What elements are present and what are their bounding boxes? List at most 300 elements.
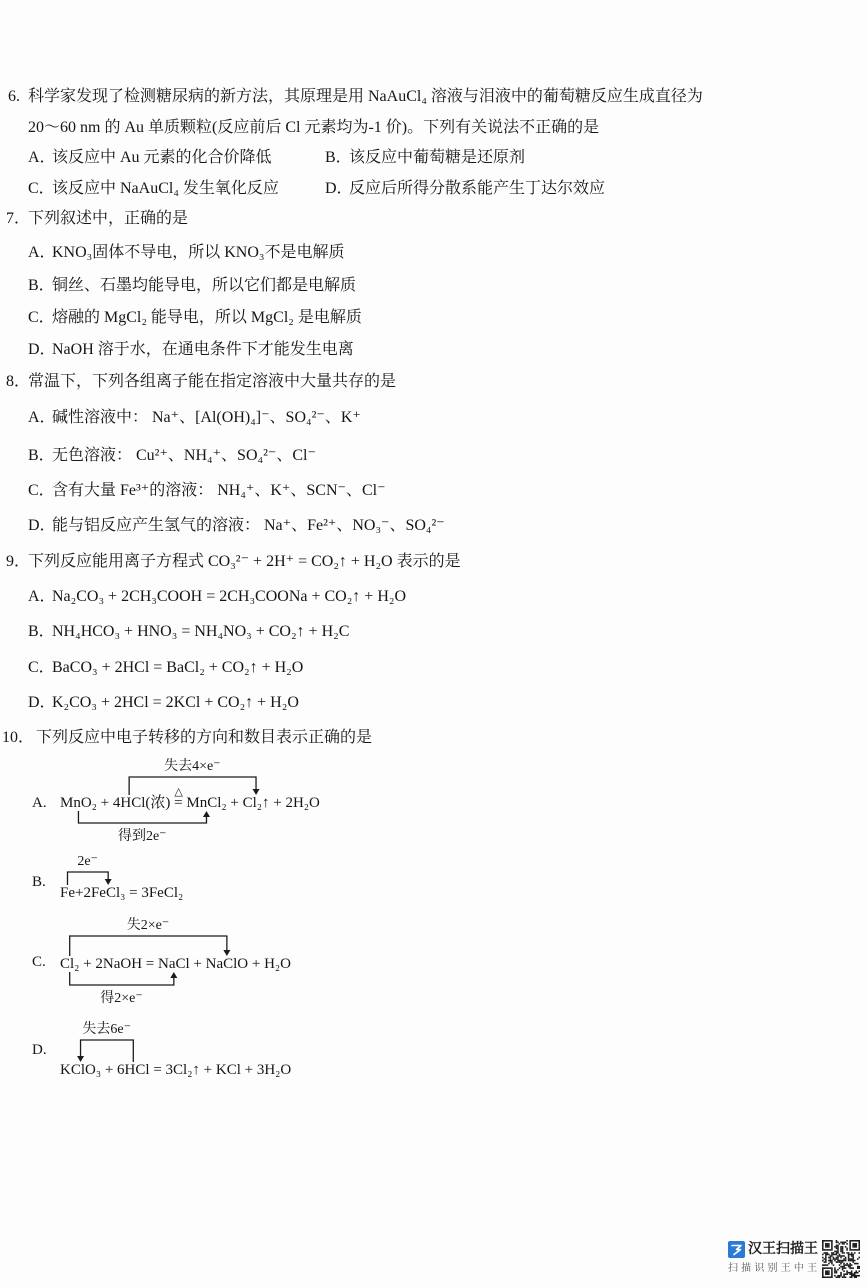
equation-term: FeCl₃ (90, 885, 126, 901)
qr-module (825, 1258, 827, 1260)
qr-module (851, 1273, 853, 1275)
qr-module (827, 1273, 829, 1275)
qr-module (831, 1245, 833, 1247)
qr-module (843, 1270, 845, 1272)
option-text: BaCO₃ + 2HCl = BaCl₂ + CO₂↑ + H₂O (52, 659, 304, 676)
qr-module (825, 1273, 827, 1275)
qr-module (834, 1275, 836, 1277)
question-stem: 下列反应中电子转移的方向和数目表示正确的是 (36, 729, 373, 746)
option-label: C． (28, 659, 55, 676)
option-text: 反应后所得分散系能产生丁达尔效应 (349, 180, 606, 197)
qr-module (845, 1258, 847, 1260)
qr-module (843, 1242, 845, 1244)
qr-module (852, 1261, 854, 1263)
qr-module (843, 1273, 845, 1275)
equation-term: + (189, 956, 206, 972)
qr-module (831, 1261, 833, 1263)
qr-module (822, 1240, 824, 1242)
equation-term: Fe (60, 885, 75, 901)
option-label: D． (28, 341, 56, 358)
qr-module (857, 1263, 859, 1265)
qr-module (854, 1246, 856, 1248)
qr-module (857, 1249, 859, 1251)
qr-code (822, 1240, 860, 1278)
option-b (28, 622, 349, 642)
option-label: A． (28, 149, 56, 166)
qr-module (849, 1246, 851, 1248)
qr-module (849, 1264, 851, 1266)
qr-module (840, 1263, 842, 1265)
equation-term: NaCl (157, 956, 190, 972)
qr-module (840, 1260, 842, 1262)
option-c (28, 481, 386, 501)
qr-module (831, 1254, 833, 1256)
qr-module (851, 1264, 853, 1266)
qr-module (858, 1246, 860, 1248)
option-label: A. (32, 795, 47, 811)
qr-module (842, 1246, 844, 1248)
qr-module (849, 1245, 851, 1247)
qr-module (855, 1246, 857, 1248)
qr-module (828, 1263, 830, 1265)
qr-module (831, 1272, 833, 1274)
qr-module (842, 1255, 844, 1257)
option-label: D. (32, 1042, 47, 1058)
qr-module (854, 1273, 856, 1275)
qr-module (858, 1275, 860, 1277)
option-label: B． (28, 447, 55, 464)
qr-module (839, 1255, 841, 1257)
qr-module (837, 1260, 839, 1262)
qr-module (857, 1272, 859, 1274)
qr-module (851, 1249, 853, 1251)
option-label: D． (28, 517, 56, 534)
qr-module (824, 1258, 826, 1260)
option-text: 含有大量 Fe³⁺的溶液： NH₄⁺、K⁺、SCN⁻、Cl⁻ (52, 482, 386, 499)
option-d (325, 179, 605, 199)
qr-module (825, 1272, 827, 1274)
qr-module (852, 1275, 854, 1277)
qr-module (842, 1276, 844, 1278)
qr-module (849, 1254, 851, 1256)
qr-module (836, 1270, 838, 1272)
qr-module (828, 1254, 830, 1256)
question-number: 8． (6, 373, 31, 390)
electron-transfer-label-top: 2e⁻ (77, 854, 98, 869)
qr-module (849, 1272, 851, 1274)
qr-module (834, 1269, 836, 1271)
qr-module (831, 1263, 833, 1265)
option-label: D． (28, 694, 56, 711)
qr-module (845, 1276, 847, 1278)
qr-module (822, 1276, 824, 1278)
qr-module (824, 1249, 826, 1251)
qr-module (848, 1266, 850, 1268)
qr-module (855, 1249, 857, 1251)
option-text: 碱性溶液中： Na⁺、[Al(OH)₄]⁻、SO₄²⁻、K⁺ (52, 409, 361, 426)
qr-module (852, 1260, 854, 1262)
question-number: 7． (6, 210, 31, 227)
option-label: B． (28, 277, 55, 294)
qr-module (828, 1245, 830, 1247)
qr-module (846, 1270, 848, 1272)
qr-module (846, 1252, 848, 1254)
equation-term: 3FeCl₂ (141, 885, 184, 901)
qr-module (834, 1254, 836, 1256)
qr-module (834, 1246, 836, 1248)
qr-module (831, 1273, 833, 1275)
qr-module (840, 1261, 842, 1263)
scanner-logo-glyph (728, 1241, 745, 1258)
qr-module (837, 1242, 839, 1244)
qr-module (828, 1257, 830, 1259)
qr-module (845, 1273, 847, 1275)
qr-module (855, 1263, 857, 1265)
qr-module (824, 1240, 826, 1242)
qr-module (825, 1243, 827, 1245)
qr-module (839, 1276, 841, 1278)
qr-module (842, 1249, 844, 1251)
qr-module (822, 1260, 824, 1262)
qr-module (825, 1270, 827, 1272)
qr-module (834, 1267, 836, 1269)
option-text: NaOH 溶于水，在通电条件下才能发生电离 (52, 341, 354, 358)
question-number: 10． (2, 729, 35, 746)
qr-module (825, 1267, 827, 1269)
option-label: B． (28, 623, 55, 640)
qr-module (827, 1267, 829, 1269)
qr-module (825, 1245, 827, 1247)
option-label: A． (28, 588, 56, 605)
qr-module (852, 1246, 854, 1248)
qr-module (851, 1270, 853, 1272)
qr-module (837, 1249, 839, 1251)
option-text: K₂CO₃ + 2HCl = 2KCl + CO₂↑ + H₂O (52, 694, 299, 711)
qr-module (852, 1258, 854, 1260)
qr-module (854, 1252, 856, 1254)
equation-term: = 3Cl₂↑ + KCl + 3H₂O (149, 1062, 292, 1078)
qr-module (825, 1249, 827, 1251)
qr-module (831, 1246, 833, 1248)
qr-module (855, 1243, 857, 1245)
qr-module (836, 1272, 838, 1274)
qr-module (825, 1264, 827, 1266)
qr-module (849, 1243, 851, 1245)
qr-module (848, 1254, 850, 1256)
qr-module (830, 1267, 832, 1269)
qr-module (837, 1251, 839, 1253)
qr-module (843, 1258, 845, 1260)
qr-module (822, 1264, 824, 1266)
qr-module (834, 1260, 836, 1262)
qr-module (854, 1263, 856, 1265)
qr-module (836, 1248, 838, 1250)
qr-module (827, 1270, 829, 1272)
qr-module (822, 1273, 824, 1275)
qr-module (827, 1249, 829, 1251)
qr-module (828, 1267, 830, 1269)
qr-module (828, 1272, 830, 1274)
option-text: 该反应中葡萄糖是还原剂 (349, 149, 526, 166)
qr-module (854, 1249, 856, 1251)
question-stem: 常温下，下列各组离子能在指定溶液中大量共存的是 (28, 373, 397, 390)
qr-module (827, 1254, 829, 1256)
qr-module (830, 1276, 832, 1278)
qr-module (836, 1261, 838, 1263)
qr-module (857, 1275, 859, 1277)
qr-module (825, 1246, 827, 1248)
option-label: C． (28, 180, 55, 197)
option-a (28, 243, 345, 263)
qr-module (846, 1263, 848, 1265)
qr-module (834, 1251, 836, 1253)
qr-module (825, 1255, 827, 1257)
qr-module (848, 1272, 850, 1274)
qr-module (858, 1252, 860, 1254)
qr-module (834, 1270, 836, 1272)
qr-module (833, 1257, 835, 1259)
qr-module (825, 1254, 827, 1256)
qr-module (839, 1243, 841, 1245)
qr-module (831, 1242, 833, 1244)
equation-term: KClO₃ (60, 1062, 102, 1078)
qr-module (855, 1276, 857, 1278)
qr-module (848, 1264, 850, 1266)
qr-module (849, 1242, 851, 1244)
option-label: C. (32, 954, 46, 970)
option-text: 该反应中 NaAuCl₄ 发生氧化反应 (52, 180, 279, 197)
qr-module (824, 1264, 826, 1266)
qr-module (837, 1261, 839, 1263)
equation-term: + (96, 795, 113, 811)
qr-module (827, 1276, 829, 1278)
qr-module (837, 1269, 839, 1271)
qr-module (822, 1242, 824, 1244)
qr-module (839, 1254, 841, 1256)
qr-module (843, 1263, 845, 1265)
qr-module (843, 1260, 845, 1262)
qr-module (831, 1255, 833, 1257)
qr-module (822, 1269, 824, 1271)
qr-module (840, 1275, 842, 1277)
qr-module (831, 1276, 833, 1278)
qr-module (831, 1270, 833, 1272)
qr-module (852, 1243, 854, 1245)
qr-module (831, 1248, 833, 1250)
qr-module (836, 1242, 838, 1244)
question-number: 9． (6, 553, 31, 570)
qr-module (827, 1272, 829, 1274)
qr-module (827, 1243, 829, 1245)
electron-transfer-label-bottom: 得到2e⁻ (117, 829, 167, 844)
option-c (28, 658, 303, 678)
qr-module (837, 1248, 839, 1250)
qr-module (857, 1240, 859, 1242)
scanner-logo-icon (728, 1241, 745, 1258)
question-stem: 科学家发现了检测糖尿病的新方法，其原理是用 NaAuCl₄ 溶液与泪液中的葡萄糖反应生成直径为 (28, 88, 703, 105)
equation-term: + 2H₂O (269, 795, 320, 811)
qr-module (840, 1251, 842, 1253)
qr-module (843, 1266, 845, 1268)
qr-module (849, 1273, 851, 1275)
option-b (28, 276, 356, 296)
qr-module (842, 1252, 844, 1254)
qr-module (843, 1267, 845, 1269)
qr-module (830, 1257, 832, 1259)
qr-module (858, 1243, 860, 1245)
qr-module (834, 1272, 836, 1274)
qr-module (833, 1254, 835, 1256)
qr-module (836, 1251, 838, 1253)
equation-term: = (170, 795, 187, 811)
option-text: NH₄HCO₃ + HNO₃ = NH₄NO₃ + CO₂↑ + H₂C (52, 623, 350, 640)
equation-term: + H₂O (248, 956, 291, 972)
qr-module (834, 1258, 836, 1260)
qr-module (837, 1275, 839, 1277)
qr-module (842, 1251, 844, 1253)
qr-module (831, 1267, 833, 1269)
qr-module (837, 1252, 839, 1254)
qr-module (840, 1273, 842, 1275)
qr-module (828, 1270, 830, 1272)
equation-term: (浓) (145, 795, 171, 811)
qr-module (837, 1276, 839, 1278)
qr-module (845, 1260, 847, 1262)
qr-module (858, 1267, 860, 1269)
qr-module (845, 1267, 847, 1269)
qr-module (836, 1254, 838, 1256)
qr-module (843, 1252, 845, 1254)
qr-module (858, 1270, 860, 1272)
qr-module (851, 1260, 853, 1262)
qr-module (822, 1245, 824, 1247)
qr-module (830, 1249, 832, 1251)
qr-module (825, 1240, 827, 1242)
qr-module (848, 1255, 850, 1257)
qr-module (852, 1245, 854, 1247)
qr-module (849, 1260, 851, 1262)
qr-module (827, 1252, 829, 1254)
qr-module (846, 1248, 848, 1250)
equation-term: MnCl₂ (186, 795, 227, 811)
qr-module (831, 1243, 833, 1245)
qr-module (836, 1252, 838, 1254)
qr-module (825, 1276, 827, 1278)
equation-term: 6HCl (117, 1062, 150, 1078)
qr-module (836, 1257, 838, 1259)
qr-module (825, 1260, 827, 1262)
option-b (325, 148, 525, 168)
qr-module (831, 1249, 833, 1251)
qr-module (851, 1267, 853, 1269)
qr-module (849, 1258, 851, 1260)
equation-term: +2 (75, 885, 91, 901)
qr-module (827, 1245, 829, 1247)
option-a (28, 587, 406, 607)
qr-module (836, 1240, 838, 1242)
qr-module (837, 1258, 839, 1260)
qr-module (824, 1267, 826, 1269)
qr-module (828, 1276, 830, 1278)
qr-module (845, 1246, 847, 1248)
qr-module (851, 1258, 853, 1260)
qr-module (858, 1245, 860, 1247)
qr-module (852, 1255, 854, 1257)
option-d (28, 693, 299, 713)
electron-transfer-label-top: 失2×e⁻ (126, 918, 170, 933)
option-d (28, 516, 445, 536)
qr-module (852, 1249, 854, 1251)
electron-transfer-line-top (81, 1040, 134, 1062)
qr-module (848, 1252, 850, 1254)
qr-module (858, 1240, 860, 1242)
qr-module (840, 1255, 842, 1257)
qr-module (840, 1242, 842, 1244)
qr-module (822, 1267, 824, 1269)
qr-module (849, 1267, 851, 1269)
qr-module (843, 1255, 845, 1257)
qr-module (828, 1243, 830, 1245)
qr-module (825, 1252, 827, 1254)
electron-transfer-label-top: 失去6e⁻ (82, 1022, 132, 1037)
qr-module (848, 1257, 850, 1259)
qr-module (849, 1249, 851, 1251)
qr-module (854, 1275, 856, 1277)
qr-module (839, 1261, 841, 1263)
option-label: C． (28, 309, 55, 326)
qr-module (851, 1254, 853, 1256)
option-label: D． (325, 180, 353, 197)
qr-module (851, 1240, 853, 1242)
qr-module (840, 1266, 842, 1268)
qr-module (854, 1243, 856, 1245)
qr-module (851, 1252, 853, 1254)
qr-module (845, 1257, 847, 1259)
qr-module (827, 1264, 829, 1266)
qr-module (830, 1255, 832, 1257)
qr-module (843, 1276, 845, 1278)
qr-module (830, 1261, 832, 1263)
option-label: B． (325, 149, 352, 166)
qr-module (839, 1275, 841, 1277)
qr-module (827, 1246, 829, 1248)
qr-module (831, 1269, 833, 1271)
equation-term: + (226, 795, 243, 811)
qr-module (822, 1272, 824, 1274)
qr-module (849, 1276, 851, 1278)
equation-term: 4HCl (112, 795, 146, 811)
qr-module (854, 1272, 856, 1274)
qr-module (842, 1248, 844, 1250)
qr-module (825, 1257, 827, 1259)
electron-transfer-diagram-d (0, 1015, 430, 1085)
qr-module (843, 1264, 845, 1266)
qr-module (830, 1258, 832, 1260)
qr-module (845, 1242, 847, 1244)
qr-module (824, 1252, 826, 1254)
qr-module (852, 1273, 854, 1275)
qr-module (843, 1243, 845, 1245)
qr-module (857, 1266, 859, 1268)
equation-term: NaClO (205, 956, 249, 972)
equation-term: + 2NaOH = (79, 956, 158, 972)
option-label: A． (28, 244, 56, 261)
qr-module (831, 1275, 833, 1277)
qr-module (851, 1255, 853, 1257)
qr-module (822, 1249, 824, 1251)
qr-module (837, 1257, 839, 1259)
qr-module (854, 1245, 856, 1247)
